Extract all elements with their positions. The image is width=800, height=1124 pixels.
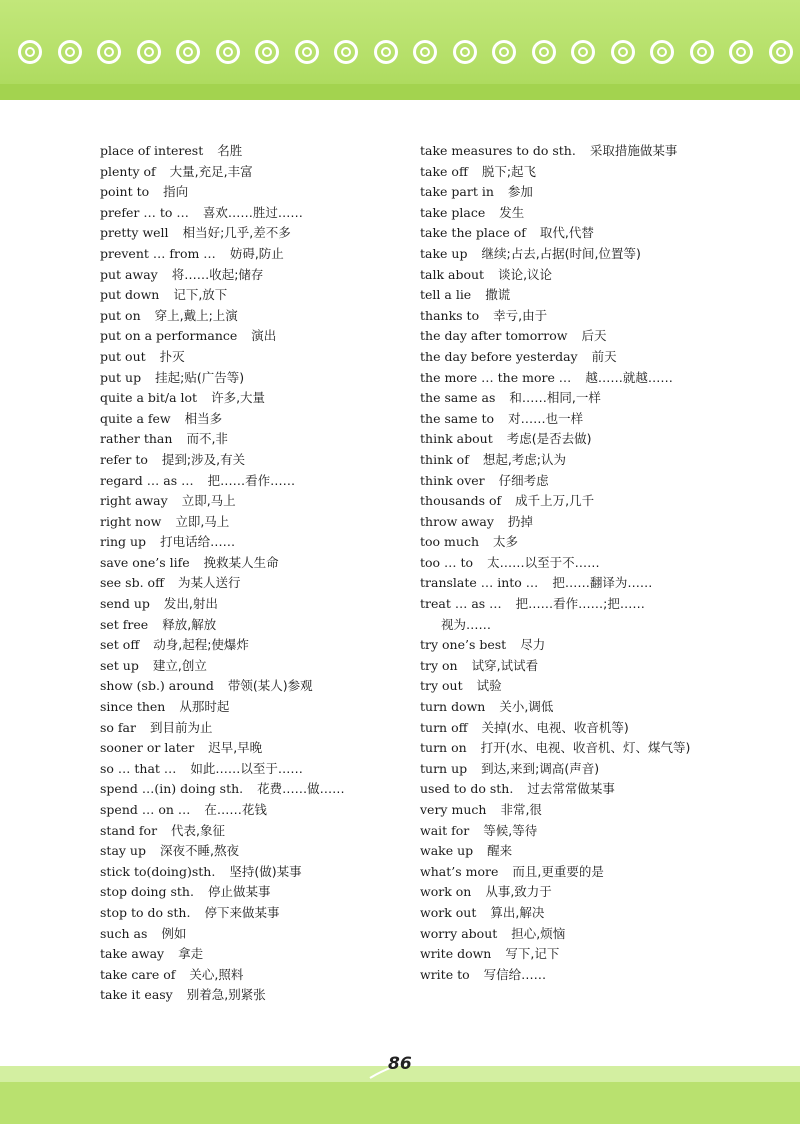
phrase-entry [420,656,770,677]
phrase-entry [100,491,450,512]
phrase-english: so … that … [100,760,177,776]
phrase-chinese: 代表,象征 [171,822,226,838]
ring-icon [97,40,121,64]
phrase-entry [100,368,450,389]
phrase-english: quite a bit/a lot [100,390,198,406]
phrase-entry [420,882,770,903]
phrase-chinese: 脱下;起飞 [481,163,537,179]
phrase-english: put on a performance [100,328,238,344]
phrase-chinese: 大量,充足,丰富 [169,163,253,179]
phrase-chinese: 写下,记下 [505,946,560,962]
phrase-chinese: 花费……做…… [257,781,345,797]
phrase-chinese: 打电话给…… [160,534,236,550]
phrase-chinese: 将……收起;储存 [171,266,264,282]
phrase-chinese: 越……就越…… [585,369,673,385]
phrase-chinese: 从事,致力于 [485,884,552,900]
phrase-entry [100,635,450,656]
phrase-english: work out [420,904,477,920]
phrase-chinese: 仔细考虑 [498,472,549,488]
phrase-entry [420,182,770,203]
phrase-entry [420,615,770,636]
ring-icon [492,40,516,64]
phrase-chinese: 试穿,试试看 [471,657,539,673]
phrase-english: think over [420,472,485,488]
phrase-english: too much [420,534,480,550]
phrase-chinese: 演出 [251,328,277,344]
phrase-entry [100,615,450,636]
phrase-entry [100,306,450,327]
phrase-english: save one’s life [100,554,190,570]
phrase-chinese: 深夜不睡,熬夜 [159,843,239,859]
phrase-english: take care of [100,966,176,982]
phrase-chinese: 把……看作…… [207,472,296,488]
phrase-entry [100,409,450,430]
phrase-english: such as [100,925,148,941]
phrase-english: the same as [420,390,496,406]
phrase-chinese: 等候,等待 [483,822,538,838]
phrase-chinese: 妨碍,防止 [229,245,284,261]
phrase-english: see sb. off [100,575,164,591]
phrase-entry [100,759,450,780]
phrase-chinese: 扑灭 [159,348,185,364]
phrase-entry [420,203,770,224]
phrase-chinese: 关掉(水、电视、收音机等) [481,719,629,735]
phrase-english: the same to [420,410,495,426]
phrase-entry [100,573,450,594]
ring-icon [334,40,358,64]
phrase-chinese: 对……也一样 [508,410,584,426]
phrase-english: since then [100,699,166,715]
phrase-english: right away [100,493,168,509]
phrase-chinese: 取代,代替 [539,225,594,241]
phrase-entry [100,779,450,800]
phrase-entry [100,265,450,286]
phrase-chinese: 指向 [163,184,189,200]
phrase-chinese: 把……看作……;把…… [515,596,645,612]
phrase-english: treat … as … [420,596,502,612]
phrase-chinese: 到目前为止 [149,719,213,735]
phrase-english: take it easy [100,987,173,1003]
phrase-entry [100,182,450,203]
phrase-chinese: 许多,大量 [211,390,266,406]
phrase-entry [100,326,450,347]
phrase-entry [100,162,450,183]
phrase-chinese: 喜欢……胜过…… [202,204,303,220]
phrase-chinese: 挂起;贴(广告等) [155,369,245,385]
phrase-chinese: 想起,考虑;认为 [482,451,567,467]
phrase-english: rather than [100,431,173,447]
phrase-chinese: 坚持(做)某事 [229,863,302,879]
phrase-entry [420,429,770,450]
phrase-english: so far [100,719,136,735]
phrase-chinese: 例如 [161,925,187,941]
phrase-chinese: 继续;占去,占据(时间,位置等) [481,245,641,261]
phrase-entry [100,882,450,903]
phrase-chinese: 谈论,议论 [498,266,553,282]
phrase-english: put out [100,348,146,364]
phrase-english: take place [420,204,486,220]
phrase-chinese: 到达,来到;调高(声音) [481,760,600,776]
phrase-chinese: 停下来做某事 [204,904,280,920]
phrase-chinese: 从那时起 [179,699,230,715]
phrase-english: take measures to do sth. [420,143,576,158]
phrase-chinese: 写信给…… [483,966,547,982]
phrase-chinese: 采取措施做某事 [589,143,678,158]
phrase-entry [100,594,450,615]
phrase-chinese: 发出,射出 [163,596,218,612]
phrase-entry [100,285,450,306]
phrase-entry [100,965,450,986]
phrase-english: take off [420,163,468,179]
phrase-entry [420,532,770,553]
phrase-english: worry about [420,925,498,941]
phrase-entry [420,347,770,368]
phrase-english: prefer … to … [100,204,189,220]
phrase-english: set up [100,657,139,673]
phrase-chinese: 幸亏,由于 [493,307,548,323]
phrase-english: place of interest [100,143,204,158]
phrase-english: the day before yesterday [420,348,578,364]
phrase-chinese: 扔掉 [507,513,533,529]
phrase-english: thanks to [420,307,480,323]
phrase-entry [420,223,770,244]
phrase-entry [100,471,450,492]
phrase-english: spend …(in) doing sth. [100,781,244,797]
phrase-chinese: 非常,很 [500,802,542,817]
phrase-entry [420,738,770,759]
phrase-entry [420,244,770,265]
phrase-entry [100,697,450,718]
phrase-chinese: 撒谎 [485,287,511,303]
phrase-english: turn up [420,760,468,776]
phrase-chinese: 过去常常做某事 [527,781,615,797]
phrase-english: turn off [420,719,468,735]
phrase-entry [420,635,770,656]
phrase-english: too … to [420,554,474,570]
phrase-english: talk about [420,266,485,282]
phrase-english: show (sb.) around [100,678,214,694]
phrase-chinese: 立即,马上 [175,513,230,529]
phrase-chinese: 拿走 [178,946,204,962]
phrase-english: set free [100,616,149,632]
ring-icon [58,40,82,64]
phrase-entry [420,718,770,739]
phrase-chinese: 关心,照料 [189,966,244,982]
phrase-english: plenty of [100,163,156,179]
phrase-entry [420,800,770,821]
phrase-english: try one’s best [420,637,507,653]
phrase-entry [100,985,450,1006]
phrase-english: stop to do sth. [100,904,191,920]
phrase-entry [420,594,770,615]
phrase-entry [100,821,450,842]
phrase-entry [420,944,770,965]
phrase-english: right now [100,513,162,529]
phrase-chinese: 名胜 [217,143,243,158]
phrase-chinese: 停止做某事 [207,884,271,900]
phrase-entry [100,347,450,368]
phrase-entry [100,718,450,739]
phrase-entry [420,162,770,183]
phrase-entry [100,553,450,574]
phrase-english: throw away [420,513,494,529]
phrase-entry [100,203,450,224]
phrase-chinese: 相当好;几乎,差不多 [182,225,291,241]
phrase-chinese: 建立,创立 [152,657,207,673]
phrase-entry [420,841,770,862]
phrase-english: try on [420,657,458,673]
phrase-entry [100,656,450,677]
phrase-english: set off [100,637,140,653]
phrase-english: tell a lie [420,287,472,303]
phrase-chinese: 穿上,戴上;上演 [154,307,238,323]
phrase-english: the day after tomorrow [420,328,568,344]
ring-icon [571,40,595,64]
phrase-chinese: 别着急,别紧张 [186,987,266,1003]
phrase-entry [420,903,770,924]
phrase-english: stick to(doing)sth. [100,863,216,879]
phrase-chinese: 太多 [493,534,519,550]
phrase-english: what’s more [420,863,499,879]
phrase-english: the more … the more … [420,369,572,385]
phrase-entry [100,800,450,821]
phrase-entry [420,471,770,492]
phrase-chinese: 担心,烦恼 [511,925,566,941]
phrase-chinese: 相当多 [184,410,223,426]
phrase-chinese: 成千上万,几千 [515,493,595,509]
phrase-entry [420,368,770,389]
phrase-entry [100,223,450,244]
phrase-chinese: 后天 [581,328,607,344]
phrase-entry [100,512,450,533]
phrase-chinese: 在……花钱 [204,802,267,817]
ring-icon [729,40,753,64]
phrase-entry [420,862,770,883]
phrase-chinese: 打开(水、电视、收音机、灯、煤气等) [480,740,691,756]
phrase-english: turn on [420,740,467,756]
phrase-chinese: 迟早,早晚 [208,740,263,756]
phrase-english: wait for [420,822,470,838]
ring-icon [611,40,635,64]
phrase-entry [420,779,770,800]
phrase-entry [420,306,770,327]
phrase-english: take up [420,245,468,261]
phrase-english: translate … into … [420,575,539,591]
ring-icon [532,40,556,64]
phrase-entry [420,924,770,945]
phrase-english: try out [420,678,463,694]
ring-icon [137,40,161,64]
ring-icon [769,40,793,64]
phrase-chinese: 而不,非 [186,431,228,447]
phrase-english: point to [100,184,150,200]
phrase-chinese: 关小,调低 [499,699,554,715]
phrase-entry [420,965,770,986]
phrase-chinese: 和……相同,一样 [509,390,601,406]
phrase-entry [420,512,770,533]
banner-shade [0,84,800,100]
phrase-entry [100,903,450,924]
phrase-english: quite a few [100,410,171,426]
phrase-english: pretty well [100,225,169,241]
phrase-entry [420,491,770,512]
phrase-entry [420,141,770,162]
phrase-chinese: 把……翻译为…… [552,575,653,591]
phrase-entry [420,759,770,780]
ring-icon [176,40,200,64]
page-number-badge [366,1048,438,1084]
phrase-entry [420,821,770,842]
phrase-english: turn down [420,699,486,715]
phrase-chinese: 释放,解放 [162,616,217,632]
phrase-english: stop doing sth. [100,884,194,900]
phrase-english: write to [420,966,470,982]
phrase-entry [100,944,450,965]
ring-icon [295,40,319,64]
phrase-english: stand for [100,822,158,838]
phrase-entry [420,388,770,409]
phrase-english: write down [420,946,492,962]
phrase-english: thousands of [420,493,502,509]
phrase-entry [420,697,770,718]
phrase-entry [100,244,450,265]
page-number: 86 [388,1054,412,1074]
phrase-chinese: 算出,解决 [490,904,545,920]
phrase-chinese: 发生 [499,204,525,220]
phrase-english: think about [420,431,493,447]
top-banner [0,0,800,100]
phrase-english: send up [100,596,150,612]
ring-icon [255,40,279,64]
phrase-english: wake up [420,843,474,859]
phrase-chinese: 如此……以至于…… [190,760,303,776]
phrase-english: very much [420,802,487,817]
phrase-entry [420,326,770,347]
phrase-english: take away [100,946,165,962]
phrase-english: stay up [100,843,146,859]
phrase-english: prevent … from … [100,245,216,261]
phrase-entry [100,429,450,450]
ring-icon [690,40,714,64]
phrase-entry [100,924,450,945]
phrase-chinese: 记下,放下 [173,287,228,303]
phrase-english: sooner or later [100,740,195,756]
ring-icon [413,40,437,64]
phrase-column-left [100,141,450,1006]
phrase-entry [100,738,450,759]
phrase-english: take part in [420,184,494,200]
phrase-english: think of [420,451,469,467]
phrase-entry [100,532,450,553]
phrase-chinese: 为某人送行 [177,575,241,591]
phrase-chinese: 提到;涉及,有关 [161,451,246,467]
phrase-english: spend … on … [100,802,191,817]
phrase-entry [420,553,770,574]
phrase-chinese: 挽救某人生命 [203,554,279,570]
phrase-chinese: 尽力 [520,637,546,653]
phrase-english: work on [420,884,472,900]
phrase-english: ring up [100,534,147,550]
phrase-chinese: 试验 [476,678,502,694]
phrase-chinese: 视为…… [441,616,492,632]
phrase-chinese: 考虑(是否去做) [506,431,592,447]
ring-icon [374,40,398,64]
phrase-chinese: 太……以至于不…… [487,554,600,570]
phrase-chinese: 立即,马上 [181,493,236,509]
phrase-entry [420,409,770,430]
phrase-english: put down [100,287,160,303]
phrase-entry [100,450,450,471]
ring-icon [18,40,42,64]
phrase-entry [420,285,770,306]
phrase-entry [100,388,450,409]
phrase-chinese: 醒来 [487,843,513,859]
phrase-entry [420,676,770,697]
phrase-entry [420,450,770,471]
phrase-english: refer to [100,451,148,467]
ring-icon [453,40,477,64]
phrase-english: regard … as … [100,472,194,488]
phrase-entry [100,141,450,162]
phrase-entry [420,265,770,286]
phrase-english: used to do sth. [420,781,514,797]
phrase-chinese: 带领(某人)参观 [227,678,313,694]
phrase-english: take the place of [420,225,526,241]
phrase-english: put away [100,266,158,282]
phrase-english: put up [100,369,142,385]
phrase-chinese: 而且,更重要的是 [512,863,604,879]
phrase-chinese: 前天 [591,348,617,364]
ring-icon [650,40,674,64]
phrase-chinese: 参加 [507,184,533,200]
phrase-entry [100,676,450,697]
ring-icon [216,40,240,64]
phrase-entry [420,573,770,594]
phrase-entry [100,862,450,883]
phrase-chinese: 动身,起程;使爆炸 [153,637,249,653]
phrase-entry [100,841,450,862]
phrase-column-right [420,141,770,985]
phrase-english: put on [100,307,141,323]
